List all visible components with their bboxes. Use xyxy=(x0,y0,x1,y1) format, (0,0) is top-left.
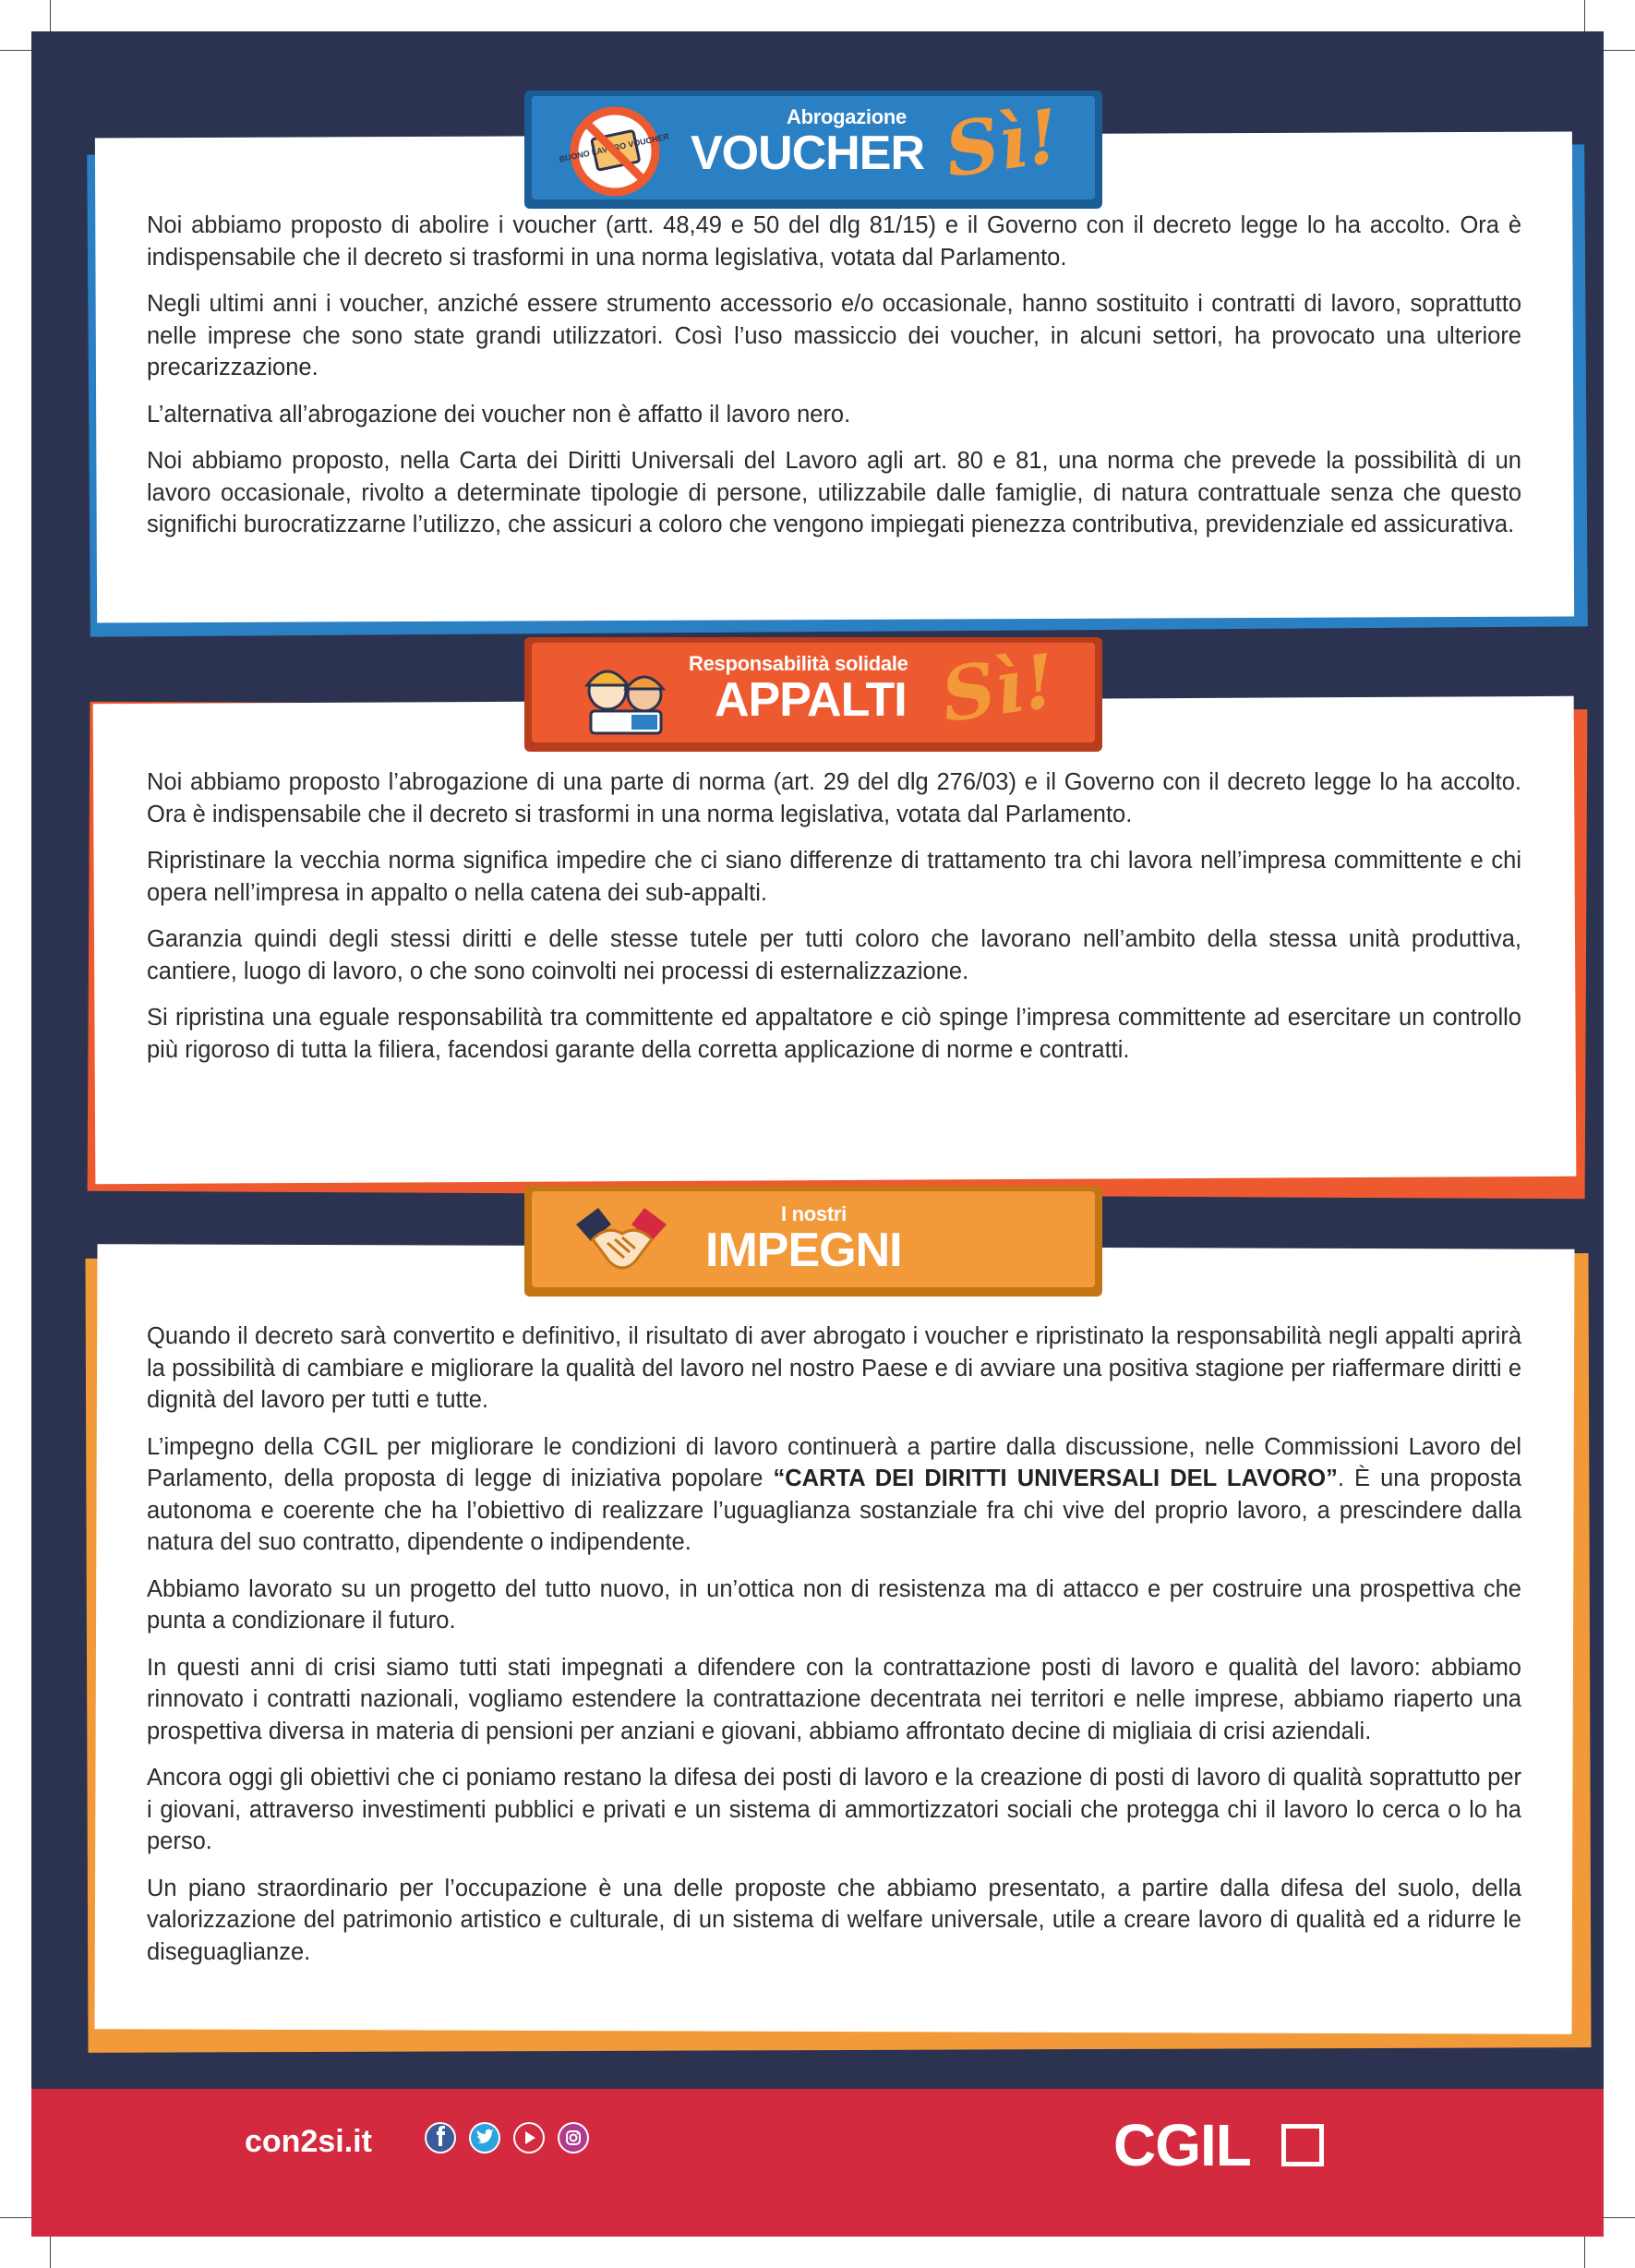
crop-mark xyxy=(0,2217,31,2218)
appalti-paragraph: Ripristinare la vecchia norma significa impedire che ci siano differenze di trattamento tra chi lavora nell’impresa committente e chi opera nell’impresa in appalto o nella catena dei sub-appalti. xyxy=(147,848,1521,906)
instagram-icon[interactable] xyxy=(558,2122,589,2153)
crop-mark xyxy=(50,0,51,31)
cgil-logo-square xyxy=(1281,2124,1324,2166)
facebook-icon[interactable] xyxy=(425,2122,456,2153)
footer-bar xyxy=(31,2089,1604,2237)
flyer-sheet xyxy=(31,31,1604,2237)
impegni-banner xyxy=(524,1186,1102,1297)
crop-mark xyxy=(1604,50,1635,51)
voucher-banner xyxy=(524,90,1102,209)
impegni-paragraph: In questi anni di crisi siamo tutti stati impegnati a difendere con la contrattazione posti di lavoro e qualità del lavoro: abbiamo rinnovato i contratti nazionali, vogliamo estendere la contrattazione decentrata nei territori e nelle imprese, abbiamo riaperto una prospettiva diversa in materia di pensioni per anziani e giovani, abbiamo affrontato decine di migliaia di crisi aziendali. xyxy=(147,1654,1521,1744)
voucher-banner-subtitle: Abrogazione xyxy=(787,105,907,128)
impegni-paragraph: Abbiamo lavorato su un progetto del tutto nuovo, in un’ottica non di resistenza ma di attacco e per costruire una prospettiva che punta a condizionare il futuro. xyxy=(147,1575,1521,1634)
appalti-banner-subtitle: Responsabilità solidale xyxy=(689,652,908,675)
voucher-paragraph: Noi abbiamo proposto, nella Carta dei Diritti Universali del Lavoro agli art. 80 e 81, una norma che prevede la possibilità di un lavoro occasionale, rivolto a determinate tipologie di persone, utilizzabile dalle famiglie, di natura contrattuale senza che questo significhi burocratizzarne l’utilizzo, che assicuri a coloro che vengono impiegati pienezza contributiva, previdenziale ed assicurativa. xyxy=(147,448,1521,537)
cgil-text-before: L’impegno della CGIL per migliorare le condizioni di lavoro continuerà a partire dalla discussione, nelle Commissioni Lavoro del Parlamento, della proposta di legge di iniziativa popolare xyxy=(147,1433,1521,1491)
cgil-logo: CGIL xyxy=(1113,2112,1251,2178)
workers-icon xyxy=(574,648,676,741)
impegni-paragraph: Ancora oggi gli obiettivi che ci poniamo restano la difesa dei posti di lavoro e la creazione di posti di lavoro di qualità soprattutto per i giovani, attraverso investimenti pubblici e privati e un sistema di ammortizzatori sociali che protegga chi il lavoro lo cerca o lo ha perso. xyxy=(147,1765,1521,1854)
impegni-banner-title: IMPEGNI xyxy=(705,1224,902,1277)
impegni-paragraph: Quando il decreto sarà convertito e definitivo, il risultato di aver abrogato i voucher e ripristinato la responsabilità negli appalti aprirà la possibilità di cambiare e migliorare la qualità del lavoro nel nostro Paese e di avviare una positiva stagione per riaffermare diritti e dignità del lavoro per tutti e tutte. xyxy=(147,1323,1521,1413)
voucher-banner-title: VOUCHER xyxy=(691,127,925,180)
crop-mark xyxy=(1584,0,1585,31)
appalti-text xyxy=(147,766,1521,1080)
impegni-banner-subtitle: I nostri xyxy=(781,1202,847,1225)
appalti-si-mark: Sì! xyxy=(936,636,1062,740)
voucher-text xyxy=(147,210,1521,556)
impegni-paragraph: Un piano straordinario per l’occupazione è una delle proposte che abbiamo presentato, a partire dalla difesa del suolo, della valorizzazione del patrimonio artistico e culturale, di un sistema di welfare universale, utile a creare lavoro di qualità ed a ridurre le diseguaglianze. xyxy=(147,1875,1521,1965)
voucher-icon-label: BUONO VOUCHER xyxy=(558,131,670,164)
no-voucher-icon xyxy=(558,103,670,199)
voucher-paragraph: L’alternativa all’abrogazione dei voucher non è affatto il lavoro nero. xyxy=(147,401,851,428)
youtube-icon[interactable] xyxy=(513,2122,545,2153)
voucher-paragraph: Noi abbiamo proposto di abolire i voucher (artt. 48,49 e 50 del dlg 81/15) e il Governo con il decreto legge lo ha accolto. Ora è indispensabile che il decreto si trasformi in una norma legislativa, votata dal Parlamento. xyxy=(147,212,1521,271)
appalti-paragraph: Garanzia quindi degli stessi diritti e delle stesse tutele per tutti coloro che lavorano nell’ambito della stessa unità produttiva, cantiere, luogo di lavoro, o che sono coinvolti nei processi di esternalizzazione. xyxy=(147,926,1521,984)
cgil-text-after: . È una proposta autonoma e coerente che ha l’obiettivo di realizzare l’uguaglianza sostanziale fra chi vive del proprio lavoro, a prescindere dalla natura del suo contratto, dipendente o indipendente. xyxy=(147,1466,1521,1555)
voucher-si-mark: Sì! xyxy=(940,91,1065,195)
website-link[interactable]: con2si.it xyxy=(245,2124,372,2159)
impegni-paragraph-cgil xyxy=(147,1431,1521,1559)
crop-mark xyxy=(50,2237,51,2268)
crop-mark xyxy=(1604,2217,1635,2218)
twitter-icon[interactable] xyxy=(469,2122,500,2153)
appalti-banner-title: APPALTI xyxy=(715,673,907,727)
impegni-text xyxy=(147,1321,1521,1983)
appalti-banner xyxy=(524,637,1102,752)
appalti-paragraph: Noi abbiamo proposto l’abrogazione di una parte di norma (art. 29 del dlg 276/03) e il Governo con il decreto legge lo ha accolto. Ora è indispensabile che il decreto si trasformi in una norma legislativa, votata dal Parlamento. xyxy=(147,769,1521,827)
voucher-paragraph: Negli ultimi anni i voucher, anziché essere strumento accessorio e/o occasionale, hanno sostituito i contratti di lavoro, soprattutto nelle imprese che sono state grandi utilizzatori. Così l’uso massiccio dei voucher, in alcuni settori, ha provocato una ulteriore precarizzazione. xyxy=(147,291,1521,380)
crop-mark xyxy=(0,50,31,51)
appalti-paragraph: Si ripristina una eguale responsabilità tra committente ed appaltatore e ciò spinge l’impresa committente ad esercitare un controllo più rigoroso di tutta la filiera, facendosi garante della corretta applicazione di norme e contratti. xyxy=(147,1005,1521,1063)
handshake-icon xyxy=(571,1197,672,1285)
crop-mark xyxy=(1584,2237,1585,2268)
carta-diritti-title: “CARTA DEI DIRITTI UNIVERSALI DEL LAVORO” xyxy=(773,1466,1338,1491)
